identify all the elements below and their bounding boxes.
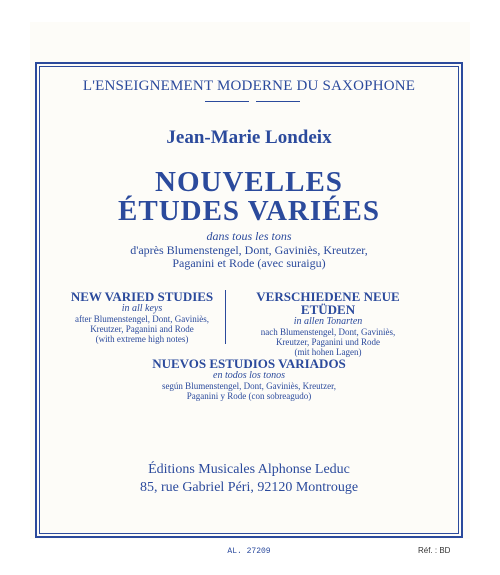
german-title: VERSCHIEDENE NEUE ETÜDEN: [256, 289, 400, 317]
english-line1: after Blumenstengel, Dont, Gaviniès,: [75, 314, 209, 324]
subtitle-french: dans tous les tons: [206, 229, 292, 243]
series-title: L'ENSEIGNEMENT MODERNE DU SAXOPHONE: [82, 78, 416, 94]
main-title-line1: NOUVELLES: [155, 166, 343, 198]
german-subtitle: in allen Tonarten: [293, 316, 363, 327]
german-line1: nach Blumenstengel, Dont, Gaviniès,: [260, 327, 396, 337]
spanish-line2: Paganini y Rode (con sobreagudo): [186, 391, 312, 401]
english-subtitle: in all keys: [121, 303, 163, 314]
german-block: [228, 290, 428, 357]
english-line2: Kreutzer, Paganini and Rode: [90, 324, 194, 334]
publisher-address: 85, rue Gabriel Péri, 92120 Montrouge: [139, 480, 359, 495]
spanish-subtitle: en todos los tonos: [213, 370, 285, 381]
spanish-line1: según Blumenstengel, Dont, Gaviniès, Kreutzer,: [161, 381, 337, 391]
column-divider: [225, 290, 226, 344]
english-line3: (with extreme high notes): [95, 334, 189, 344]
german-line2: Kreutzer, Paganini und Rode: [275, 337, 381, 347]
sources-line2: Paganini et Rode (avec suraigu): [172, 256, 326, 270]
english-title: NEW VARIED STUDIES: [70, 289, 214, 304]
catalog-number: AL. 27209: [227, 547, 271, 556]
main-title-line2: ÉTUDES VARIÉES: [118, 195, 380, 227]
german-line3: (mit hohen Lagen): [294, 347, 362, 357]
decorative-rule-left: [205, 101, 249, 102]
decorative-rule-right: [256, 101, 300, 102]
spanish-title: NUEVOS ESTUDIOS VARIADOS: [152, 356, 346, 371]
publisher-name: Éditions Musicales Alphonse Leduc: [148, 462, 350, 477]
sources-line1: d'après Blumenstengel, Dont, Gaviniès, Kreutzer,: [130, 243, 368, 257]
spanish-block: [39, 357, 459, 401]
composer-name: Jean-Marie Londeix: [166, 127, 332, 148]
english-block: [63, 290, 221, 344]
reference-code: Réf. : BD: [418, 546, 451, 555]
